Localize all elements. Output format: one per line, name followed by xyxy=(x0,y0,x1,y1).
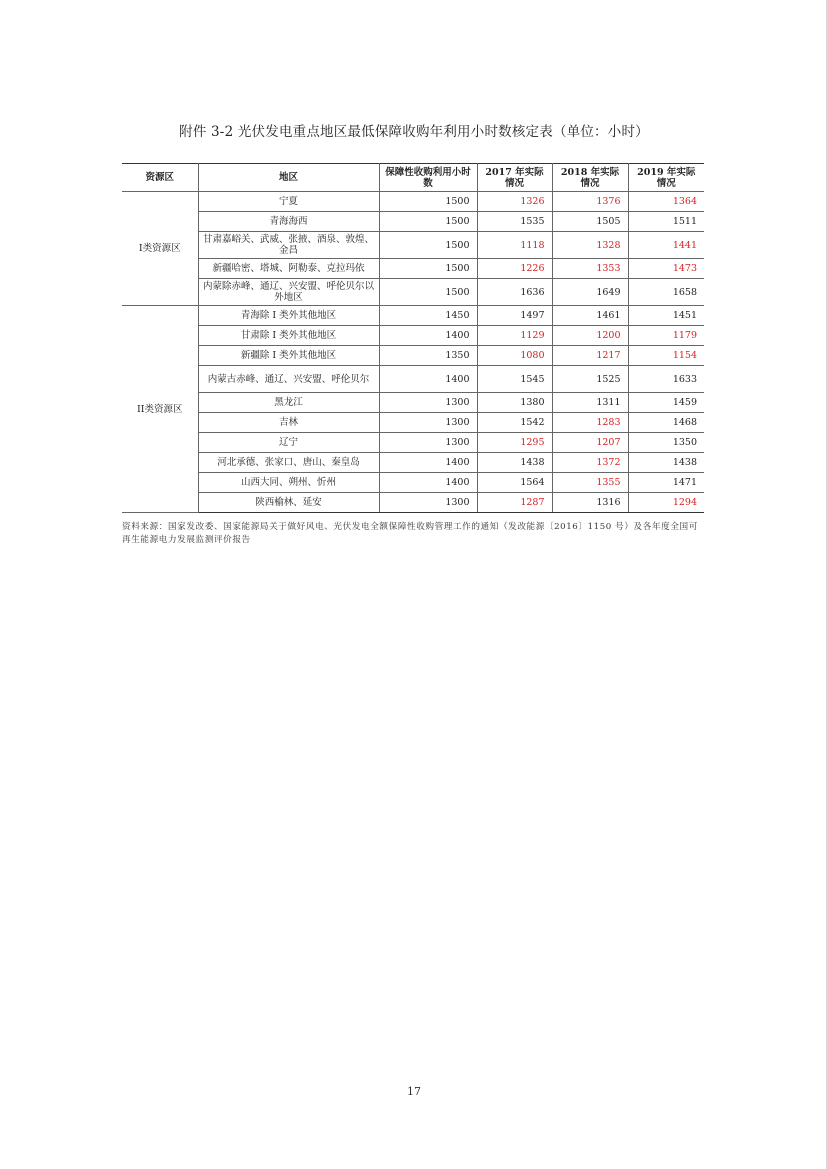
actual-2017-cell: 1542 xyxy=(477,413,552,433)
header-2018: 2018 年实际情况 xyxy=(552,164,628,192)
actual-2017-cell: 1129 xyxy=(477,326,552,346)
region-cell: 甘肃嘉峪关、武威、张掖、酒泉、敦煌、金昌 xyxy=(198,232,379,259)
region-cell: 河北承德、张家口、唐山、秦皇岛 xyxy=(198,453,379,473)
table-body xyxy=(122,192,704,513)
region-cell: 内蒙古赤峰、通辽、兴安盟、呼伦贝尔 xyxy=(198,366,379,393)
actual-2019-cell: 1350 xyxy=(628,433,704,453)
guarantee-hours-cell: 1500 xyxy=(379,259,477,279)
actual-2017-cell: 1287 xyxy=(477,493,552,513)
actual-2019-cell: 1459 xyxy=(628,393,704,413)
actual-2019-cell: 1441 xyxy=(628,232,704,259)
actual-2017-cell: 1118 xyxy=(477,232,552,259)
actual-2019-cell: 1294 xyxy=(628,493,704,513)
actual-2018-cell: 1505 xyxy=(552,212,628,232)
header-zone: 资源区 xyxy=(122,164,198,192)
actual-2018-cell: 1461 xyxy=(552,306,628,326)
actual-2018-cell: 1355 xyxy=(552,473,628,493)
guarantee-hours-cell: 1450 xyxy=(379,306,477,326)
header-region: 地区 xyxy=(198,164,379,192)
region-cell: 甘肃除 I 类外其他地区 xyxy=(198,326,379,346)
actual-2017-cell: 1326 xyxy=(477,192,552,212)
region-cell: 山西大同、朔州、忻州 xyxy=(198,473,379,493)
actual-2017-cell: 1497 xyxy=(477,306,552,326)
utilization-hours-table xyxy=(122,163,704,513)
header-2019: 2019 年实际情况 xyxy=(628,164,704,192)
region-cell: 内蒙除赤峰、通辽、兴安盟、呼伦贝尔以外地区 xyxy=(198,279,379,306)
table-row xyxy=(122,453,704,473)
table-row xyxy=(122,473,704,493)
guarantee-hours-cell: 1400 xyxy=(379,326,477,346)
actual-2019-cell: 1511 xyxy=(628,212,704,232)
actual-2018-cell: 1316 xyxy=(552,493,628,513)
actual-2018-cell: 1200 xyxy=(552,326,628,346)
guarantee-hours-cell: 1400 xyxy=(379,473,477,493)
actual-2019-cell: 1364 xyxy=(628,192,704,212)
guarantee-hours-cell: 1400 xyxy=(379,366,477,393)
actual-2018-cell: 1283 xyxy=(552,413,628,433)
table-row xyxy=(122,232,704,259)
actual-2017-cell: 1438 xyxy=(477,453,552,473)
guarantee-hours-cell: 1400 xyxy=(379,453,477,473)
actual-2019-cell: 1451 xyxy=(628,306,704,326)
actual-2017-cell: 1295 xyxy=(477,433,552,453)
actual-2018-cell: 1525 xyxy=(552,366,628,393)
guarantee-hours-cell: 1350 xyxy=(379,346,477,366)
table-header-row xyxy=(122,164,704,192)
actual-2018-cell: 1376 xyxy=(552,192,628,212)
actual-2017-cell: 1564 xyxy=(477,473,552,493)
actual-2019-cell: 1658 xyxy=(628,279,704,306)
guarantee-hours-cell: 1500 xyxy=(379,232,477,259)
table-row xyxy=(122,366,704,393)
guarantee-hours-cell: 1300 xyxy=(379,413,477,433)
resource-zone-cell: I类资源区 xyxy=(122,192,198,306)
actual-2019-cell: 1154 xyxy=(628,346,704,366)
table-row xyxy=(122,259,704,279)
header-2017: 2017 年实际情况 xyxy=(477,164,552,192)
source-note: 资料来源：国家发改委、国家能源局关于做好风电、光伏发电全额保障性收购管理工作的通知（发改能源〔2016〕1150 号）及各年度全国可再生能源电力发展监测评价报告 xyxy=(122,522,698,545)
guarantee-hours-cell: 1500 xyxy=(379,279,477,306)
actual-2018-cell: 1217 xyxy=(552,346,628,366)
header-guarantee-hours: 保障性收购利用小时数 xyxy=(379,164,477,192)
actual-2018-cell: 1311 xyxy=(552,393,628,413)
actual-2017-cell: 1636 xyxy=(477,279,552,306)
table-row xyxy=(122,279,704,306)
table-row xyxy=(122,346,704,366)
guarantee-hours-cell: 1500 xyxy=(379,212,477,232)
table-row xyxy=(122,413,704,433)
actual-2017-cell: 1535 xyxy=(477,212,552,232)
actual-2019-cell: 1179 xyxy=(628,326,704,346)
actual-2019-cell: 1633 xyxy=(628,366,704,393)
actual-2019-cell: 1473 xyxy=(628,259,704,279)
guarantee-hours-cell: 1500 xyxy=(379,192,477,212)
actual-2018-cell: 1207 xyxy=(552,433,628,453)
table-row xyxy=(122,493,704,513)
region-cell: 新疆哈密、塔城、阿勒泰、克拉玛依 xyxy=(198,259,379,279)
table-title: 附件 3-2 光伏发电重点地区最低保障收购年利用小时数核定表（单位：小时） xyxy=(179,124,649,140)
region-cell: 青海海西 xyxy=(198,212,379,232)
region-cell: 辽宁 xyxy=(198,433,379,453)
page-number: 17 xyxy=(407,1085,421,1098)
table-row xyxy=(122,306,704,326)
guarantee-hours-cell: 1300 xyxy=(379,493,477,513)
table-row xyxy=(122,326,704,346)
table-row xyxy=(122,433,704,453)
actual-2017-cell: 1380 xyxy=(477,393,552,413)
actual-2018-cell: 1353 xyxy=(552,259,628,279)
guarantee-hours-cell: 1300 xyxy=(379,433,477,453)
table-row xyxy=(122,192,704,212)
resource-zone-cell: II类资源区 xyxy=(122,306,198,513)
table-row xyxy=(122,212,704,232)
actual-2018-cell: 1372 xyxy=(552,453,628,473)
actual-2018-cell: 1649 xyxy=(552,279,628,306)
guarantee-hours-cell: 1300 xyxy=(379,393,477,413)
actual-2019-cell: 1471 xyxy=(628,473,704,493)
region-cell: 陕西榆林、延安 xyxy=(198,493,379,513)
actual-2019-cell: 1438 xyxy=(628,453,704,473)
region-cell: 黑龙江 xyxy=(198,393,379,413)
actual-2017-cell: 1080 xyxy=(477,346,552,366)
actual-2019-cell: 1468 xyxy=(628,413,704,433)
table-row xyxy=(122,393,704,413)
actual-2017-cell: 1545 xyxy=(477,366,552,393)
actual-2018-cell: 1328 xyxy=(552,232,628,259)
region-cell: 宁夏 xyxy=(198,192,379,212)
region-cell: 吉林 xyxy=(198,413,379,433)
region-cell: 新疆除 I 类外其他地区 xyxy=(198,346,379,366)
region-cell: 青海除 I 类外其他地区 xyxy=(198,306,379,326)
actual-2017-cell: 1226 xyxy=(477,259,552,279)
